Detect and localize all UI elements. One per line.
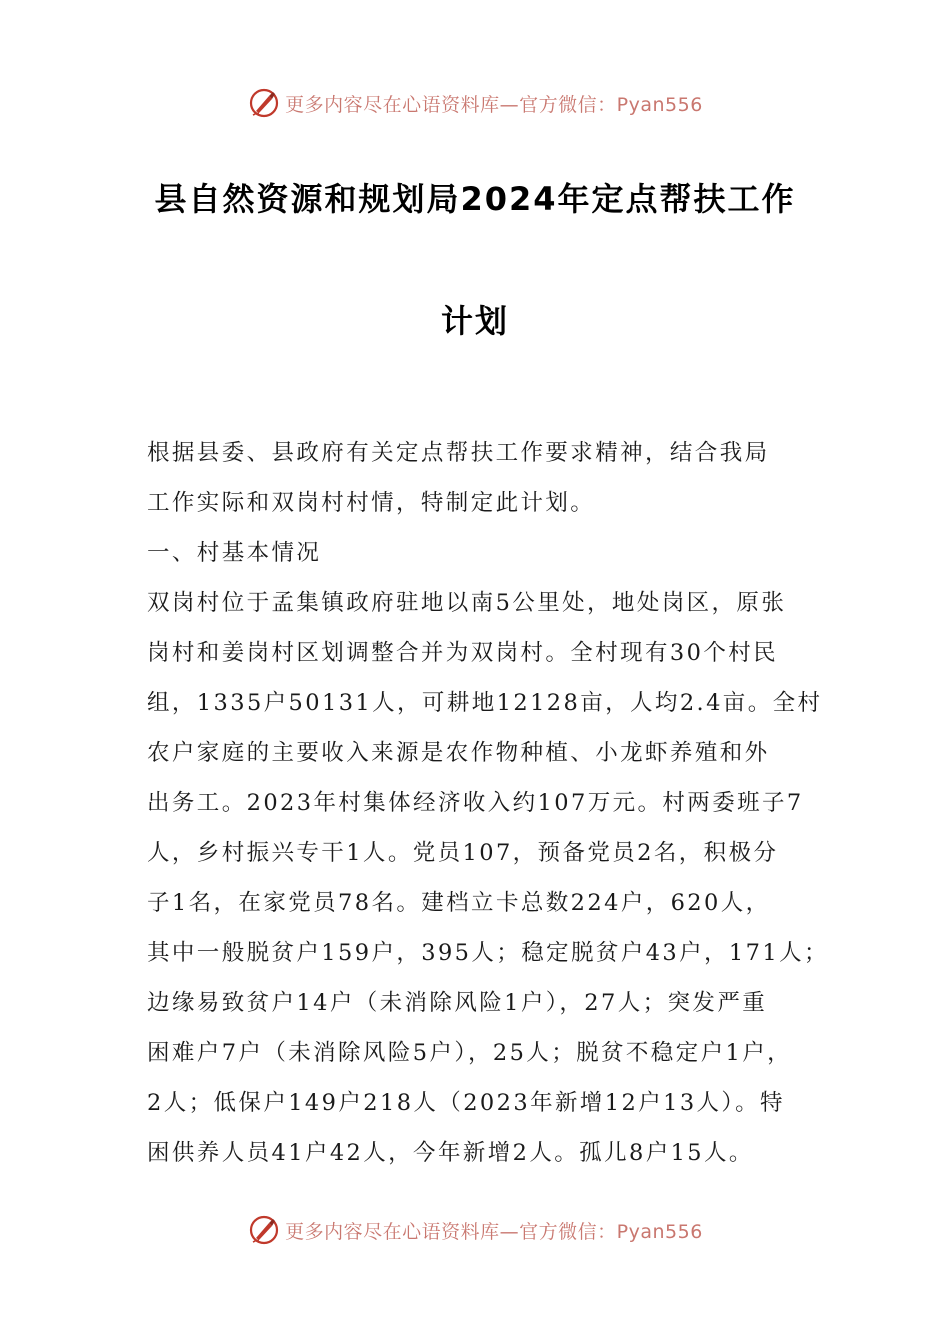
document-title-continued: 计划 (440, 302, 509, 340)
pen-circle-icon (247, 86, 281, 120)
section-heading: 一、村基本情况 (147, 540, 322, 566)
watermark-text: 更多内容尽在心语资料库—官方微信：Pyan556 (285, 93, 703, 116)
body-line: 出务工。2023年村集体经济收入约107万元。村两委班子7 (147, 790, 804, 816)
body-line: 组，1335户50131人，可耕地12128亩，人均2.4亩。全村 (147, 690, 823, 716)
body-line: 人，乡村振兴专干1人。党员107，预备党员2名，积极分 (147, 840, 779, 866)
body-line: 2人；低保户149户218人（2023年新增12户13人）。特 (147, 1090, 785, 1116)
body-line: 双岗村位于孟集镇政府驻地以南5公里处，地处岗区，原张 (147, 590, 787, 616)
document-title: 县自然资源和规划局2024年定点帮扶工作 (154, 180, 796, 218)
watermark-text: 更多内容尽在心语资料库—官方微信：Pyan556 (285, 1220, 703, 1243)
header-watermark (0, 83, 950, 123)
pen-circle-icon (247, 1213, 281, 1247)
footer-watermark (0, 1210, 950, 1250)
body-line: 工作实际和双岗村村情，特制定此计划。 (147, 490, 596, 516)
body-line: 其中一般脱贫户159户，395人；稳定脱贫户43户，171人； (147, 940, 829, 966)
body-line: 农户家庭的主要收入来源是农作物种植、小龙虾养殖和外 (147, 740, 770, 766)
body-line: 边缘易致贫户14户（未消除风险1户），27人；突发严重 (147, 990, 768, 1016)
body-line: 根据县委、县政府有关定点帮扶工作要求精神，结合我局 (147, 440, 770, 466)
body-line: 子1名，在家党员78名。建档立卡总数224户，620人， (147, 890, 771, 916)
document-body (147, 428, 827, 1178)
body-line: 困供养人员41户42人，今年新增2人。孤儿8户15人。 (147, 1140, 754, 1166)
body-line: 岗村和姜岗村区划调整合并为双岗村。全村现有30个村民 (147, 640, 779, 666)
body-line: 困难户7户（未消除风险5户），25人；脱贫不稳定户1户， (147, 1040, 793, 1066)
